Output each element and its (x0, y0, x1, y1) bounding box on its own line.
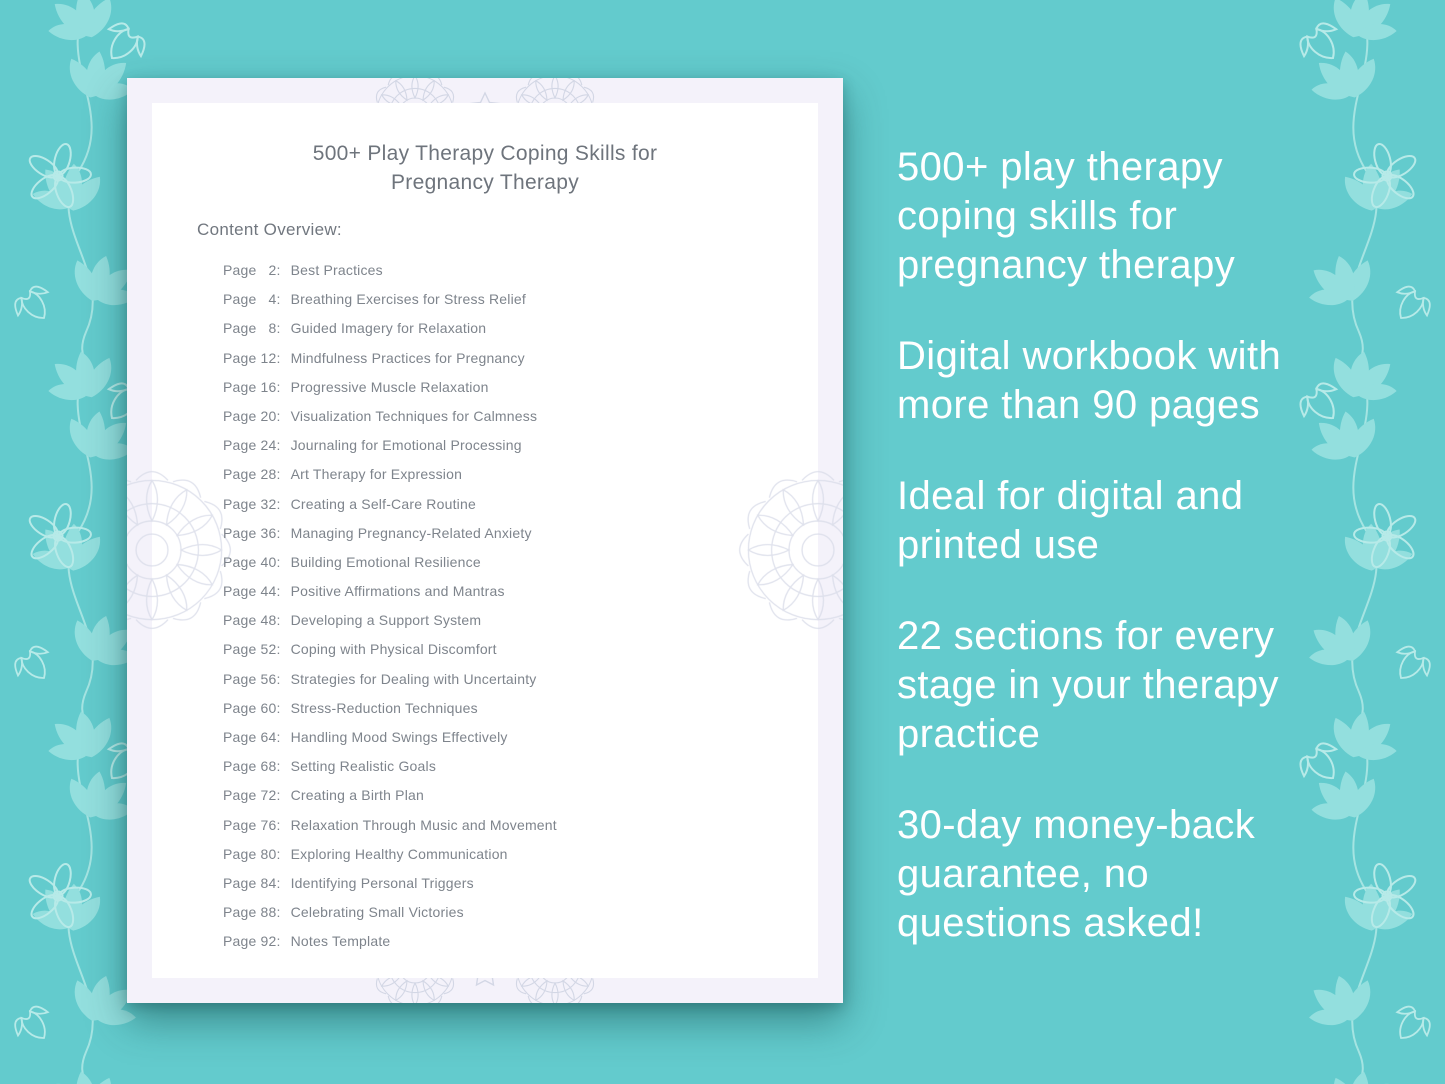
toc-row (223, 373, 818, 402)
toc-separator: : (276, 933, 281, 950)
toc-page-word: Page (223, 524, 257, 541)
toc-row (223, 256, 818, 285)
toc-separator: : (276, 729, 281, 745)
toc-separator: : (276, 495, 281, 512)
toc-row (223, 898, 818, 927)
toc-row (223, 402, 818, 431)
toc-entry-title: Breathing Exercises for Stress Relief (290, 291, 526, 308)
toc-entry-title: Setting Realistic Goals (290, 758, 437, 775)
toc-page-word: Page (223, 670, 257, 687)
toc-list (223, 256, 818, 957)
toc-page-word: Page (223, 787, 257, 804)
toc-row (223, 577, 818, 606)
marketing-panel (897, 143, 1317, 990)
marketing-paragraph: Digital workbook with more than 90 pages (897, 334, 1282, 427)
toc-separator: : (276, 874, 281, 891)
toc-page-number: 44 (260, 583, 277, 600)
toc-entry-title: Creating a Self-Care Routine (290, 495, 476, 512)
toc-page-word: Page (223, 699, 257, 716)
toc-row (223, 635, 818, 664)
toc-page-word: Page (223, 641, 257, 658)
toc-page-number: 64 (260, 729, 277, 745)
toc-page-number: 92 (260, 933, 277, 950)
toc-page-word: Page (223, 437, 257, 454)
toc-row (223, 344, 818, 373)
toc-entry-title: Building Emotional Resilience (290, 553, 481, 570)
toc-entry-title: Progressive Muscle Relaxation (290, 378, 489, 395)
toc-separator: : (276, 407, 281, 424)
page-title: 500+ Play Therapy Coping Skills for Pregnancy Therapy (312, 142, 658, 194)
toc-separator: : (276, 787, 281, 804)
toc-page-number: 52 (260, 641, 277, 658)
toc-page-number: 20 (260, 407, 277, 424)
toc-row (223, 752, 818, 781)
toc-row (223, 285, 818, 314)
toc-entry-title: Best Practices (290, 262, 383, 278)
toc-page-number: 36 (260, 524, 277, 541)
toc-row (223, 811, 818, 840)
workbook-card (127, 78, 843, 1003)
toc-separator: : (276, 262, 281, 278)
toc-entry-title: Celebrating Small Victories (290, 904, 464, 921)
toc-separator: : (276, 583, 281, 600)
toc-page-word: Page (223, 262, 257, 278)
toc-page-number: 68 (260, 758, 277, 775)
toc-row (223, 548, 818, 577)
toc-row (223, 490, 818, 519)
toc-page-number: 24 (260, 437, 277, 454)
toc-separator: : (276, 553, 281, 570)
toc-separator: : (276, 845, 281, 862)
toc-page-number: 76 (260, 816, 277, 833)
toc-page-number: 32 (260, 495, 277, 512)
toc-separator: : (276, 816, 281, 833)
toc-row (223, 665, 818, 694)
toc-page-number: 16 (260, 378, 277, 395)
toc-row (223, 606, 818, 635)
toc-page-word: Page (223, 349, 257, 366)
toc-entry-title: Handling Mood Swings Effectively (290, 729, 508, 745)
marketing-paragraph: 30-day money-back guarantee, no questions asked! (897, 803, 1256, 945)
toc-row (223, 781, 818, 810)
toc-separator: : (276, 904, 281, 921)
toc-entry-title: Strategies for Dealing with Uncertainty (290, 670, 537, 687)
toc-page-word: Page (223, 933, 257, 950)
toc-entry-title: Relaxation Through Music and Movement (290, 816, 557, 833)
toc-page-word: Page (223, 729, 257, 745)
toc-row (223, 927, 818, 956)
toc-entry-title: Creating a Birth Plan (290, 787, 424, 804)
toc-page-word: Page (223, 407, 257, 424)
toc-page-number: 28 (260, 466, 277, 483)
toc-page-word: Page (223, 904, 257, 921)
toc-entry-title: Art Therapy for Expression (290, 466, 463, 483)
toc-entry-title: Stress-Reduction Techniques (290, 699, 478, 716)
toc-entry-title: Coping with Physical Discomfort (290, 641, 497, 658)
toc-separator: : (276, 349, 281, 366)
toc-page-number: 12 (260, 349, 277, 366)
toc-page-number: 40 (260, 553, 277, 570)
toc-page-number: 84 (260, 874, 277, 891)
marketing-paragraph: Ideal for digital and printed use (897, 474, 1244, 567)
toc-page-word: Page (223, 612, 257, 629)
toc-page-number: 72 (260, 787, 277, 804)
toc-entry-title: Guided Imagery for Relaxation (290, 320, 487, 337)
toc-separator: : (276, 378, 281, 395)
toc-separator: : (276, 699, 281, 716)
toc-separator: : (276, 291, 281, 308)
toc-row (223, 519, 818, 548)
toc-page-word: Page (223, 758, 257, 775)
marketing-paragraph: 22 sections for every stage in your therapy practice (897, 614, 1279, 756)
toc-page-number: 2 (268, 262, 277, 278)
toc-row (223, 431, 818, 460)
toc-page-word: Page (223, 816, 257, 833)
toc-page-number: 80 (260, 845, 277, 862)
toc-page-word: Page (223, 320, 257, 337)
toc-row (223, 460, 818, 489)
toc-row (223, 694, 818, 723)
toc-page-word: Page (223, 291, 257, 308)
toc-separator: : (276, 758, 281, 775)
toc-page-number: 88 (260, 904, 277, 921)
toc-entry-title: Developing a Support System (290, 612, 482, 629)
toc-separator: : (276, 466, 281, 483)
content-overview-heading: Content Overview: (197, 220, 342, 239)
toc-entry-title: Positive Affirmations and Mantras (290, 583, 505, 600)
document-content (152, 103, 818, 978)
toc-entry-title: Visualization Techniques for Calmness (290, 407, 538, 424)
toc-entry-title: Identifying Personal Triggers (290, 874, 474, 891)
toc-entry-title: Mindfulness Practices for Pregnancy (290, 349, 525, 366)
toc-entry-title: Exploring Healthy Communication (290, 845, 508, 862)
toc-page-number: 4 (268, 291, 277, 308)
toc-page-word: Page (223, 378, 257, 395)
toc-separator: : (276, 524, 281, 541)
toc-entry-title: Notes Template (290, 933, 391, 950)
toc-separator: : (276, 670, 281, 687)
toc-entry-title: Journaling for Emotional Processing (290, 437, 522, 454)
toc-row (223, 869, 818, 898)
toc-page-word: Page (223, 495, 257, 512)
toc-page-number: 8 (268, 320, 277, 337)
toc-separator: : (276, 437, 281, 454)
toc-row (223, 840, 818, 869)
toc-entry-title: Managing Pregnancy-Related Anxiety (290, 524, 532, 541)
toc-page-word: Page (223, 553, 257, 570)
toc-page-number: 60 (260, 699, 277, 716)
toc-separator: : (276, 320, 281, 337)
toc-page-word: Page (223, 466, 257, 483)
toc-page-word: Page (223, 874, 257, 891)
toc-separator: : (276, 612, 281, 629)
marketing-paragraph: 500+ play therapy coping skills for pregnancy therapy (897, 145, 1236, 287)
toc-page-number: 48 (260, 612, 277, 629)
toc-page-word: Page (223, 845, 257, 862)
toc-row (223, 723, 818, 752)
toc-page-word: Page (223, 583, 257, 600)
toc-row (223, 314, 818, 343)
toc-separator: : (276, 641, 281, 658)
toc-page-number: 56 (260, 670, 277, 687)
